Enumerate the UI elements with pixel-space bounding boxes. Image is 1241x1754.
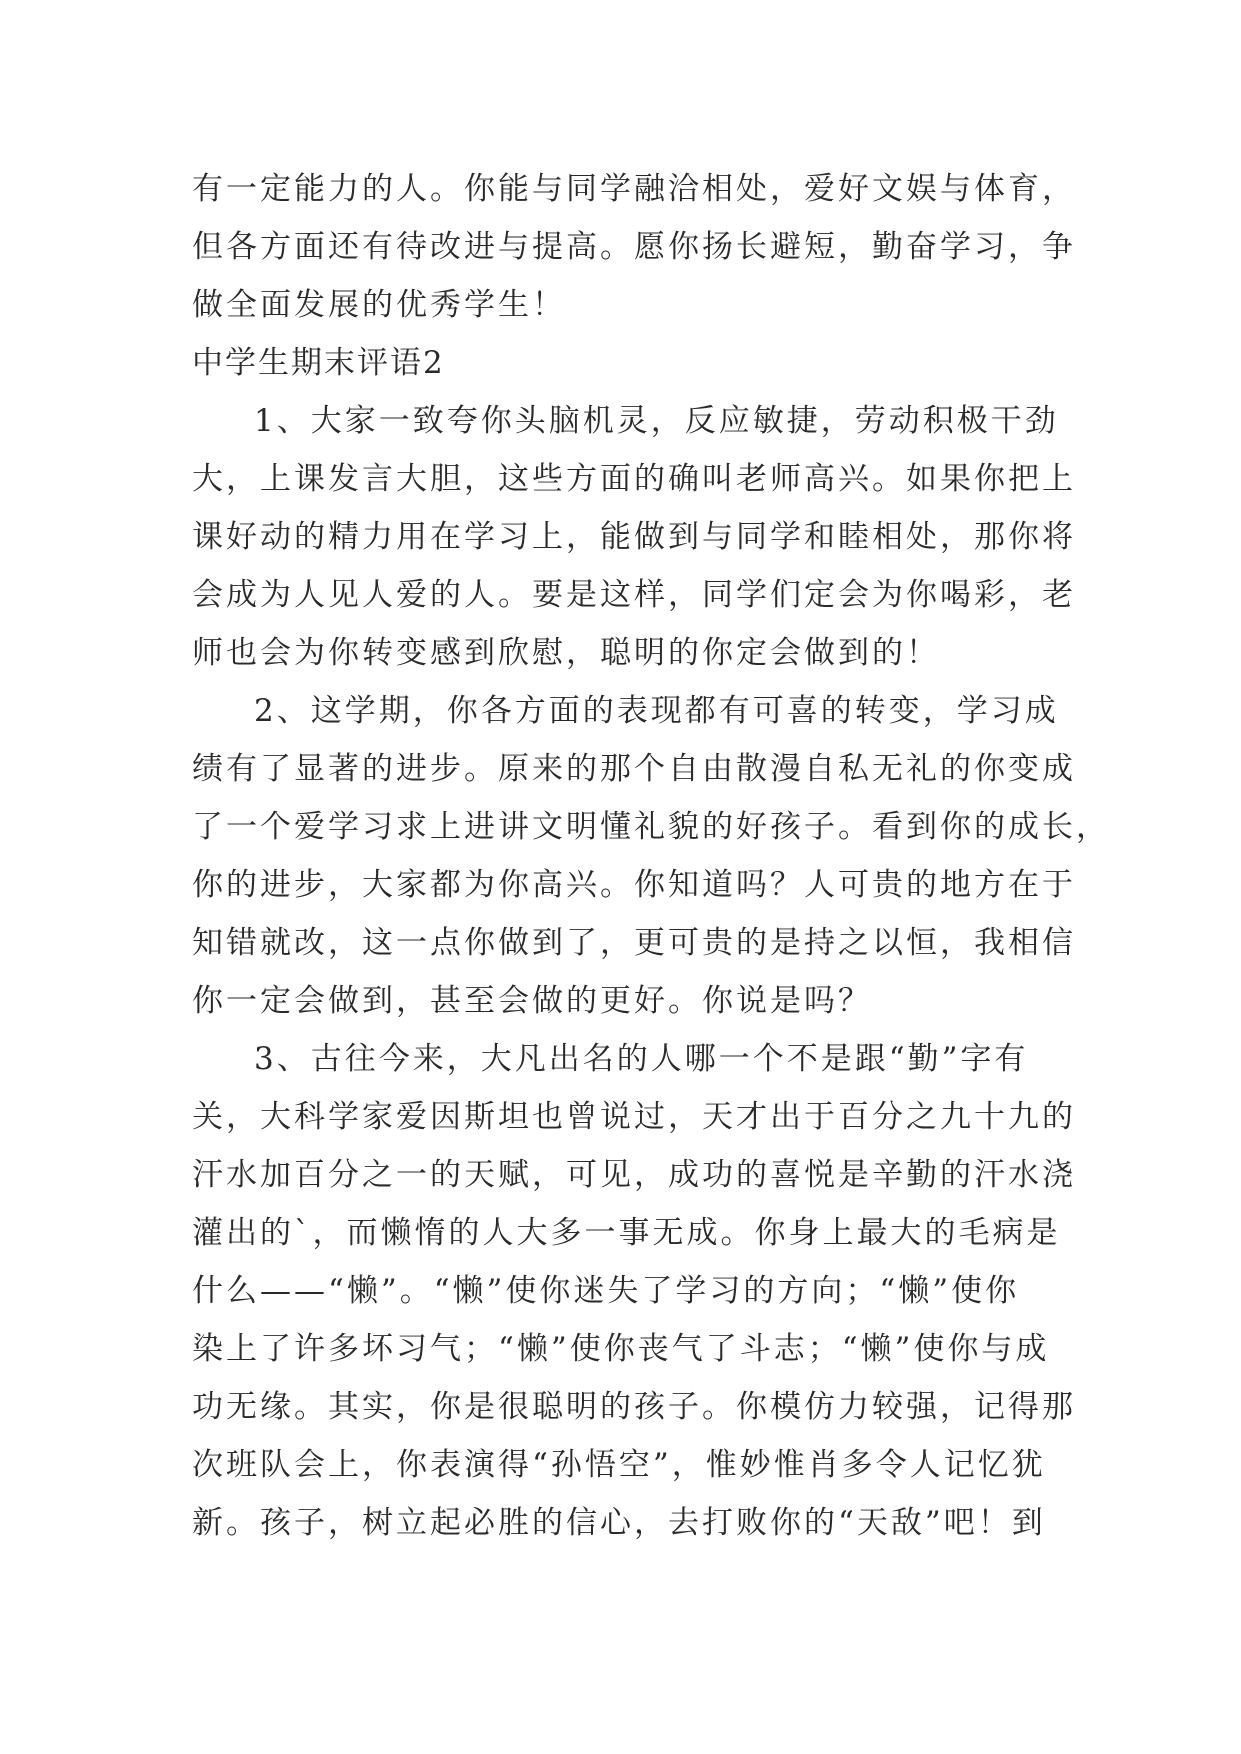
text-line: 1、大家一致夸你头脑机灵，反应敏捷，劳动积极干劲 bbox=[254, 403, 1059, 439]
document-body bbox=[192, 160, 1110, 1552]
text-line: 做全面发展的优秀学生！ bbox=[192, 287, 566, 323]
paragraph-3 bbox=[192, 1030, 1076, 1552]
section-heading: 中学生期末评语2 bbox=[192, 345, 445, 381]
text-line: 汗水加百分之一的天赋，可见，成功的喜悦是辛勤的汗水浇 bbox=[192, 1157, 1076, 1193]
text-line: 绩有了显著的进步。原来的那个自由散漫自私无礼的你变成 bbox=[192, 751, 1076, 787]
text-line: 次班队会上，你表演得“孙悟空”，惟妙惟肖多令人记忆犹 bbox=[192, 1447, 1046, 1483]
text-line: 染上了许多坏习气；“懒”使你丧气了斗志；“懒”使你与成 bbox=[192, 1331, 1050, 1367]
text-line: 关，大科学家爱因斯坦也曾说过，天才出于百分之九十九的 bbox=[192, 1099, 1076, 1135]
text-line: 灌出的`，而懒惰的人大多一事无成。你身上最大的毛病是 bbox=[192, 1215, 1061, 1251]
text-line: 大，上课发言大胆，这些方面的确叫老师高兴。如果你把上 bbox=[192, 461, 1076, 497]
text-line: 课好动的精力用在学习上，能做到与同学和睦相处，那你将 bbox=[192, 519, 1076, 555]
text-line: 但各方面还有待改进与提高。愿你扬长避短，勤奋学习，争 bbox=[192, 229, 1076, 265]
text-line: 会成为人见人爱的人。要是这样，同学们定会为你喝彩，老 bbox=[192, 577, 1076, 613]
text-line: 新。孩子，树立起必胜的信心，去打败你的“天敌”吧！到 bbox=[192, 1505, 1046, 1541]
text-line: 功无缘。其实，你是很聪明的孩子。你模仿力较强，记得那 bbox=[192, 1389, 1076, 1425]
text-line: 3、古往今来，大凡出名的人哪一个不是跟“勤”字有 bbox=[254, 1041, 1029, 1077]
paragraph-2 bbox=[192, 682, 1110, 1030]
paragraph-1 bbox=[192, 392, 1076, 682]
text-line: 师也会为你转变感到欣慰，聪明的你定会做到的！ bbox=[192, 635, 940, 671]
text-line: 知错就改，这一点你做到了，更可贵的是持之以恒，我相信 bbox=[192, 925, 1076, 961]
intro-paragraph bbox=[192, 160, 1076, 334]
text-line: 2、这学期，你各方面的表现都有可喜的转变，学习成 bbox=[254, 693, 1059, 729]
text-line: 你的进步，大家都为你高兴。你知道吗？人可贵的地方在于 bbox=[192, 867, 1076, 903]
text-line: 了一个爱学习求上进讲文明懂礼貌的好孩子。看到你的成长， bbox=[192, 809, 1110, 845]
text-line: 有一定能力的人。你能与同学融洽相处，爱好文娱与体育， bbox=[192, 171, 1076, 207]
text-line: 什么——“懒”。“懒”使你迷失了学习的方向；“懒”使你 bbox=[192, 1273, 1020, 1309]
text-line: 你一定会做到，甚至会做的更好。你说是吗？ bbox=[192, 983, 872, 1019]
